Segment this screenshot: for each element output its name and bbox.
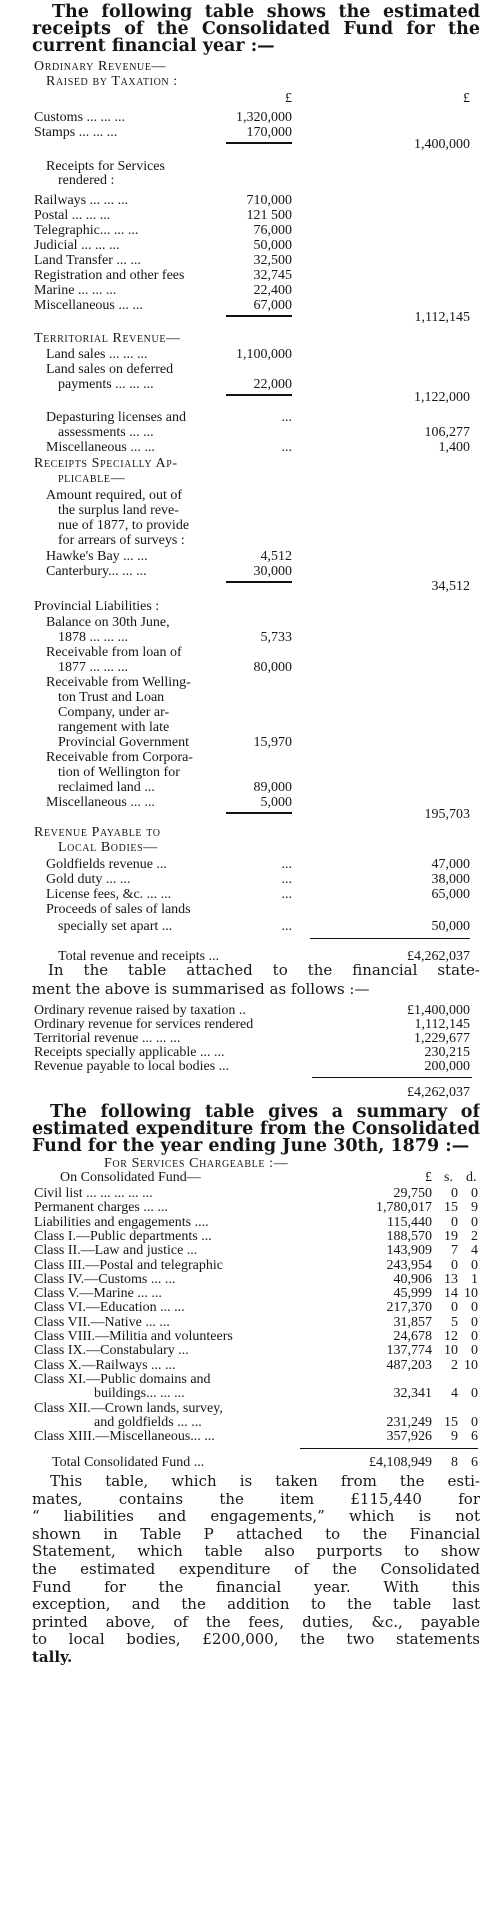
expenditure-pounds: 45,999 (393, 1286, 432, 1302)
expenditure-pence: 10 (464, 1357, 478, 1373)
closing-paragraph-line: This table, which is taken from the esti- (50, 1472, 480, 1490)
amount-col-1: ... (281, 440, 292, 455)
summary-total-rule (312, 1077, 472, 1078)
table-row-label: Receivable from Corpora- (46, 750, 193, 765)
expenditure-pounds: 137,774 (386, 1343, 432, 1359)
closing-paragraph-line: “ liabilities and engagements,” which is not (32, 1507, 480, 1526)
section-heading: Revenue Payable to (34, 825, 161, 840)
table-row-label: assessments ... ... (58, 425, 154, 440)
table-row-label: for arrears of surveys : (58, 533, 185, 548)
table-row-label: Provincial Government (58, 735, 190, 750)
table-row-label: Balance on 30th June, (46, 615, 170, 630)
expenditure-shillings: 12 (444, 1329, 458, 1344)
amount-col-1: 32,500 (253, 253, 292, 268)
expenditure-pence: 0 (471, 1414, 478, 1430)
summary-label: Revenue payable to local bodies ... (34, 1059, 230, 1074)
summary-amount: £1,400,000 (407, 1003, 470, 1018)
expenditure-label: Class VII.—Native ... ... (34, 1314, 170, 1330)
expenditure-shillings: 0 (451, 1186, 458, 1201)
amount-col-1: 170,000 (246, 125, 292, 140)
total-rule (310, 938, 470, 939)
table-row-label: tion of Wellington for (58, 765, 180, 780)
table-row-label: rendered : (58, 173, 115, 188)
section-heading: Raised by Taxation : (46, 74, 178, 89)
closing-paragraph-line: exception, and the addition to the table last (32, 1595, 480, 1614)
closing-paragraph-line: to local bodies, £200,000, the two statements (32, 1630, 480, 1649)
expenditure-pounds: 24,678 (393, 1329, 432, 1344)
intro-line: current financial year :— (32, 36, 275, 56)
summary-amount: 1,112,145 (414, 1017, 470, 1032)
subtotal-rule (226, 581, 292, 583)
closing-paragraph-line: mates, contains the item £115,440 for (32, 1489, 480, 1508)
table-row-label: Registration and other fees (34, 268, 185, 283)
expenditure-shillings: 0 (451, 1214, 458, 1230)
expenditure-label: Class IX.—Constabulary ... (34, 1343, 189, 1359)
section-heading: plicable— (58, 471, 126, 486)
expenditure-pounds: 31,857 (393, 1314, 432, 1330)
expenditure-label: buildings... ... ... (94, 1386, 185, 1402)
amount-col-1: 1,100,000 (236, 347, 292, 362)
subtotal-rule (226, 315, 292, 317)
closing-paragraph-line: shown in Table P attached to the Financial (32, 1524, 480, 1543)
total-shillings: 8 (451, 1455, 458, 1470)
expenditure-pence: 0 (471, 1300, 478, 1316)
summary-amount: 230,215 (424, 1045, 470, 1060)
table-row-label: Goldfields revenue ... (46, 857, 167, 872)
amount-col-1: 89,000 (253, 780, 292, 795)
table-row-label: Receivable from loan of (46, 645, 182, 660)
expenditure-label: Liabilities and engagements .... (34, 1214, 209, 1230)
expenditure-pence: 0 (471, 1186, 478, 1201)
amount-col-2: 47,000 (431, 857, 470, 872)
expenditure-pence: 0 (471, 1386, 478, 1402)
closing-paragraph-line: printed above, of the fees, duties, &c., payable (32, 1612, 480, 1631)
amount-col-1: 50,000 (253, 238, 292, 253)
expenditure-pence: 0 (471, 1314, 478, 1330)
expenditure-shillings: 0 (451, 1300, 458, 1316)
table-row-label: Miscellaneous ... ... (34, 298, 143, 313)
column-head-shillings: s. (444, 1170, 453, 1185)
expenditure-label: Civil list ... ... ... ... ... (34, 1186, 153, 1201)
amount-col-1: 4,512 (260, 549, 292, 564)
expenditure-label: Class VI.—Education ... ... (34, 1300, 185, 1316)
table-row-label: specially set apart ... (58, 919, 173, 934)
table-row-label: Railways ... ... ... (34, 193, 129, 208)
expenditure-label: Class IV.—Customs ... ... (34, 1271, 176, 1287)
amount-col-1: 5,000 (260, 795, 292, 810)
expenditure-shillings: 15 (444, 1200, 458, 1216)
table-row-label: 1877 ... ... ... (58, 660, 128, 675)
summary-label: Ordinary revenue raised by taxation .. (34, 1003, 246, 1018)
expenditure-pounds: 115,440 (387, 1214, 432, 1230)
table-row-label: Gold duty ... ... (46, 872, 131, 887)
expenditure-pounds: 1,780,017 (376, 1200, 432, 1216)
amount-col-1: ... (281, 887, 292, 902)
amount-col-2: 106,277 (424, 425, 470, 440)
expenditure-total-rule (300, 1448, 478, 1449)
subtotal-rule (226, 812, 292, 814)
amount-col-2: 1,400 (438, 440, 470, 455)
expenditure-pounds: 40,906 (393, 1271, 432, 1287)
closing-paragraph-line: Fund for the financial year. With this (32, 1577, 480, 1596)
expenditure-shillings: 19 (444, 1228, 458, 1244)
expenditure-pence: 9 (471, 1200, 478, 1216)
total-pence: 6 (471, 1455, 478, 1470)
expenditure-label: Class XIII.—Miscellaneous... ... (34, 1429, 215, 1445)
amount-col-1: 80,000 (253, 660, 292, 675)
amount-col-1: 30,000 (253, 564, 292, 579)
amount-col-1: 5,733 (260, 630, 292, 645)
amount-col-1: 15,970 (253, 735, 292, 750)
table-row-label: Receivable from Welling- (46, 675, 191, 690)
expenditure-label: Permanent charges ... ... (34, 1200, 168, 1216)
amount-col-2: 1,400,000 (414, 137, 470, 152)
table-row-label: ton Trust and Loan (58, 690, 165, 705)
amount-col-1: ... (281, 410, 292, 425)
expenditure-shillings: 5 (451, 1314, 458, 1330)
closing-paragraph-line: the estimated expenditure of the Consolidated (32, 1560, 480, 1578)
table-row-label: Receipts for Services (46, 159, 165, 174)
table-row-label: Telegraphic... ... ... (34, 223, 139, 238)
expenditure-pence: 0 (471, 1214, 478, 1230)
intro-line: The following table shows the estimated (52, 2, 480, 22)
table-row-label: Amount required, out of (46, 488, 183, 503)
expenditure-pence: 6 (471, 1429, 478, 1445)
expenditure-label: Class II.—Law and justice ... (34, 1243, 198, 1259)
expenditure-pounds: 357,926 (386, 1429, 432, 1445)
amount-col-1: £ (285, 91, 292, 106)
expenditure-pence: 1 (471, 1271, 478, 1287)
amount-col-2: £ (463, 91, 470, 106)
table-row-label: Marine ... ... ... (34, 283, 117, 298)
table-row-label: Land sales ... ... ... (46, 347, 148, 362)
expenditure-pounds: 487,203 (386, 1357, 432, 1373)
expenditure-shillings: 15 (444, 1414, 458, 1430)
table-row-label: Miscellaneous ... ... (46, 795, 155, 810)
table-row-label: Provincial Liabilities : (34, 599, 160, 614)
total-pounds: £4,108,949 (369, 1455, 432, 1470)
expenditure-shillings: 13 (444, 1271, 458, 1287)
expenditure-label: Class I.—Public departments ... (34, 1228, 212, 1244)
expenditure-label: Class III.—Postal and telegraphic (34, 1257, 223, 1273)
amount-col-1: 121 500 (246, 208, 292, 223)
expenditure-pounds: 217,370 (386, 1300, 432, 1316)
expenditure-shillings: 10 (444, 1343, 458, 1359)
section-heading: Local Bodies— (58, 840, 158, 855)
table-row-label: Customs ... ... ... (34, 110, 126, 125)
table-row-label: Total revenue and receipts ... (58, 949, 220, 964)
amount-col-1: 710,000 (246, 193, 292, 208)
summary-label: Receipts specially applicable ... ... (34, 1045, 225, 1060)
intro-line: receipts of the Consolidated Fund for the (32, 19, 480, 39)
table-row-label: the surplus land reve- (58, 503, 179, 518)
expenditure-label: Class XII.—Crown lands, survey, (34, 1400, 223, 1416)
table-row-label: Company, under ar- (58, 705, 170, 720)
expenditure-pounds: 188,570 (386, 1228, 432, 1244)
table-row-label: Stamps ... ... ... (34, 125, 118, 140)
expenditure-shillings: 2 (451, 1357, 458, 1373)
table-row-label: Land sales on deferred (46, 362, 174, 377)
expenditure-pence: 0 (471, 1343, 478, 1359)
expenditure-pence: 4 (471, 1243, 478, 1259)
total-label: Total Consolidated Fund ... (52, 1455, 205, 1470)
expenditure-label: and goldfields ... ... (94, 1414, 202, 1430)
expenditure-shillings: 9 (451, 1429, 458, 1445)
summary-amount: 1,229,677 (414, 1031, 470, 1046)
table-row-label: Depasturing licenses and (46, 410, 186, 425)
amount-col-2: £4,262,037 (407, 949, 470, 964)
summary-total: £4,262,037 (407, 1085, 470, 1100)
amount-col-2: 1,122,000 (414, 390, 470, 405)
amount-col-1: 22,000 (253, 377, 292, 392)
amount-col-1: 76,000 (253, 223, 292, 238)
section-heading: For Services Chargeable :— (104, 1156, 289, 1171)
summary-intro: In the table attached to the financial state- (48, 961, 480, 979)
amount-col-2: 38,000 (431, 872, 470, 887)
expenditure-label: Class XI.—Public domains and (34, 1371, 211, 1387)
amount-col-1: 32,745 (253, 268, 292, 283)
expenditure-pounds: 243,954 (386, 1257, 432, 1273)
section-heading: Ordinary Revenue— (34, 59, 167, 74)
summary-intro: ment the above is summarised as follows :— (32, 980, 370, 998)
expenditure-pounds: 29,750 (393, 1186, 432, 1201)
column-head-pounds: £ (425, 1170, 432, 1185)
table-row-label: rangement with late (58, 720, 170, 735)
amount-col-1: ... (281, 872, 292, 887)
table-row-label: License fees, &c. ... ... (46, 887, 172, 902)
amount-col-1: ... (281, 857, 292, 872)
amount-col-2: 65,000 (431, 887, 470, 902)
table-row-label: Judicial ... ... ... (34, 238, 120, 253)
expenditure-intro: Fund for the year ending June 30th, 1879 :— (32, 1136, 470, 1156)
expenditure-intro: The following table gives a summary of (50, 1102, 480, 1122)
amount-col-2: 34,512 (431, 579, 470, 594)
amount-col-2: 195,703 (424, 807, 470, 822)
table-row-label: nue of 1877, to provide (58, 518, 190, 533)
amount-col-1: 22,400 (253, 283, 292, 298)
closing-paragraph-line: tally. (32, 1648, 73, 1666)
table-row-label: Canterbury... ... ... (46, 564, 147, 579)
table-row-label: Postal ... ... ... (34, 208, 111, 223)
expenditure-intro: estimated expenditure from the Consolidated (32, 1119, 480, 1139)
expenditure-shillings: 14 (444, 1286, 458, 1302)
expenditure-label: Class VIII.—Militia and volunteers (34, 1329, 233, 1344)
expenditure-shillings: 0 (451, 1257, 458, 1273)
expenditure-shillings: 7 (451, 1243, 458, 1259)
table-row-label: Miscellaneous ... ... (46, 440, 155, 455)
subtotal-rule (226, 394, 292, 396)
amount-col-2: 1,112,145 (414, 310, 470, 325)
expenditure-pence: 0 (471, 1329, 478, 1344)
amount-col-1: 1,320,000 (236, 110, 292, 125)
table-row-label: payments ... ... ... (58, 377, 154, 392)
expenditure-label: Class V.—Marine ... ... (34, 1286, 162, 1302)
closing-paragraph-line: Statement, which table also purports to show (32, 1542, 480, 1561)
expenditure-label: Class X.—Railways ... ... (34, 1357, 176, 1373)
expenditure-pence: 0 (471, 1257, 478, 1273)
expenditure-pounds: 231,249 (386, 1414, 432, 1430)
section-heading: Territorial Revenue— (34, 331, 181, 346)
amount-col-1: ... (281, 919, 292, 934)
amount-col-2: 50,000 (431, 919, 470, 934)
expenditure-pounds: 32,341 (393, 1386, 432, 1402)
subtotal-rule (226, 142, 292, 144)
table-row-label: Land Transfer ... ... (34, 253, 141, 268)
table-row-label: 1878 ... ... ... (58, 630, 128, 645)
amount-col-1: 67,000 (253, 298, 292, 313)
summary-label: Territorial revenue ... ... ... (34, 1031, 181, 1046)
table-row-label: Hawke's Bay ... ... (46, 549, 148, 564)
summary-amount: 200,000 (424, 1059, 470, 1074)
expenditure-shillings: 4 (451, 1386, 458, 1402)
expenditure-pence: 10 (464, 1286, 478, 1302)
summary-label: Ordinary revenue for services rendered (34, 1017, 254, 1032)
section-heading: Receipts Specially Ap- (34, 456, 178, 471)
table-row-label: reclaimed land ... (58, 780, 155, 795)
expenditure-pounds: 143,909 (386, 1243, 432, 1259)
section-heading: On Consolidated Fund— (60, 1170, 201, 1185)
column-head-pence: d. (466, 1170, 477, 1185)
table-row-label: Proceeds of sales of lands (46, 902, 191, 917)
expenditure-pence: 2 (471, 1228, 478, 1244)
